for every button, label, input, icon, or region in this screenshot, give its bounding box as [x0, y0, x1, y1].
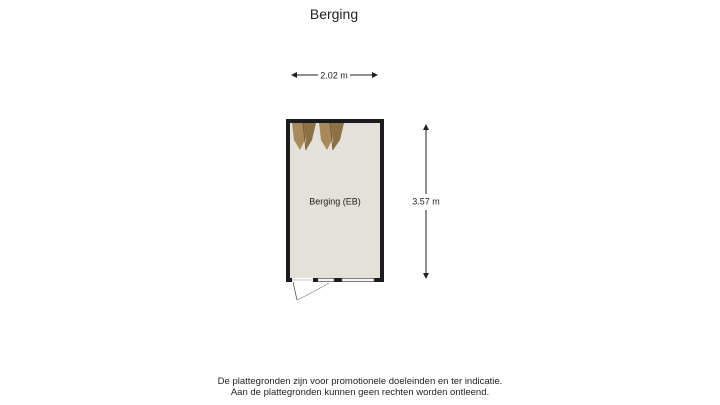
height-dimension-label: 3.57 m — [412, 196, 440, 207]
window-left — [318, 279, 334, 282]
room-label: Berging (EB) — [309, 196, 361, 207]
disclaimer-line-2: Aan de plattegronden kunnen geen rechten worden ontleend. — [230, 387, 490, 398]
width-dimension — [292, 71, 377, 81]
height-dimension — [412, 125, 440, 278]
page-title: Berging — [309, 6, 359, 22]
disclaimer-line-1: De plattegronden zijn voor promotionele doeleinden en ter indicatie. — [217, 376, 503, 387]
door-swing — [293, 282, 329, 300]
window-right — [342, 279, 374, 282]
width-dimension-label: 2.02 m — [320, 70, 348, 81]
door-arc — [297, 283, 329, 300]
room-berging — [286, 119, 384, 300]
door-leaf — [293, 282, 297, 300]
